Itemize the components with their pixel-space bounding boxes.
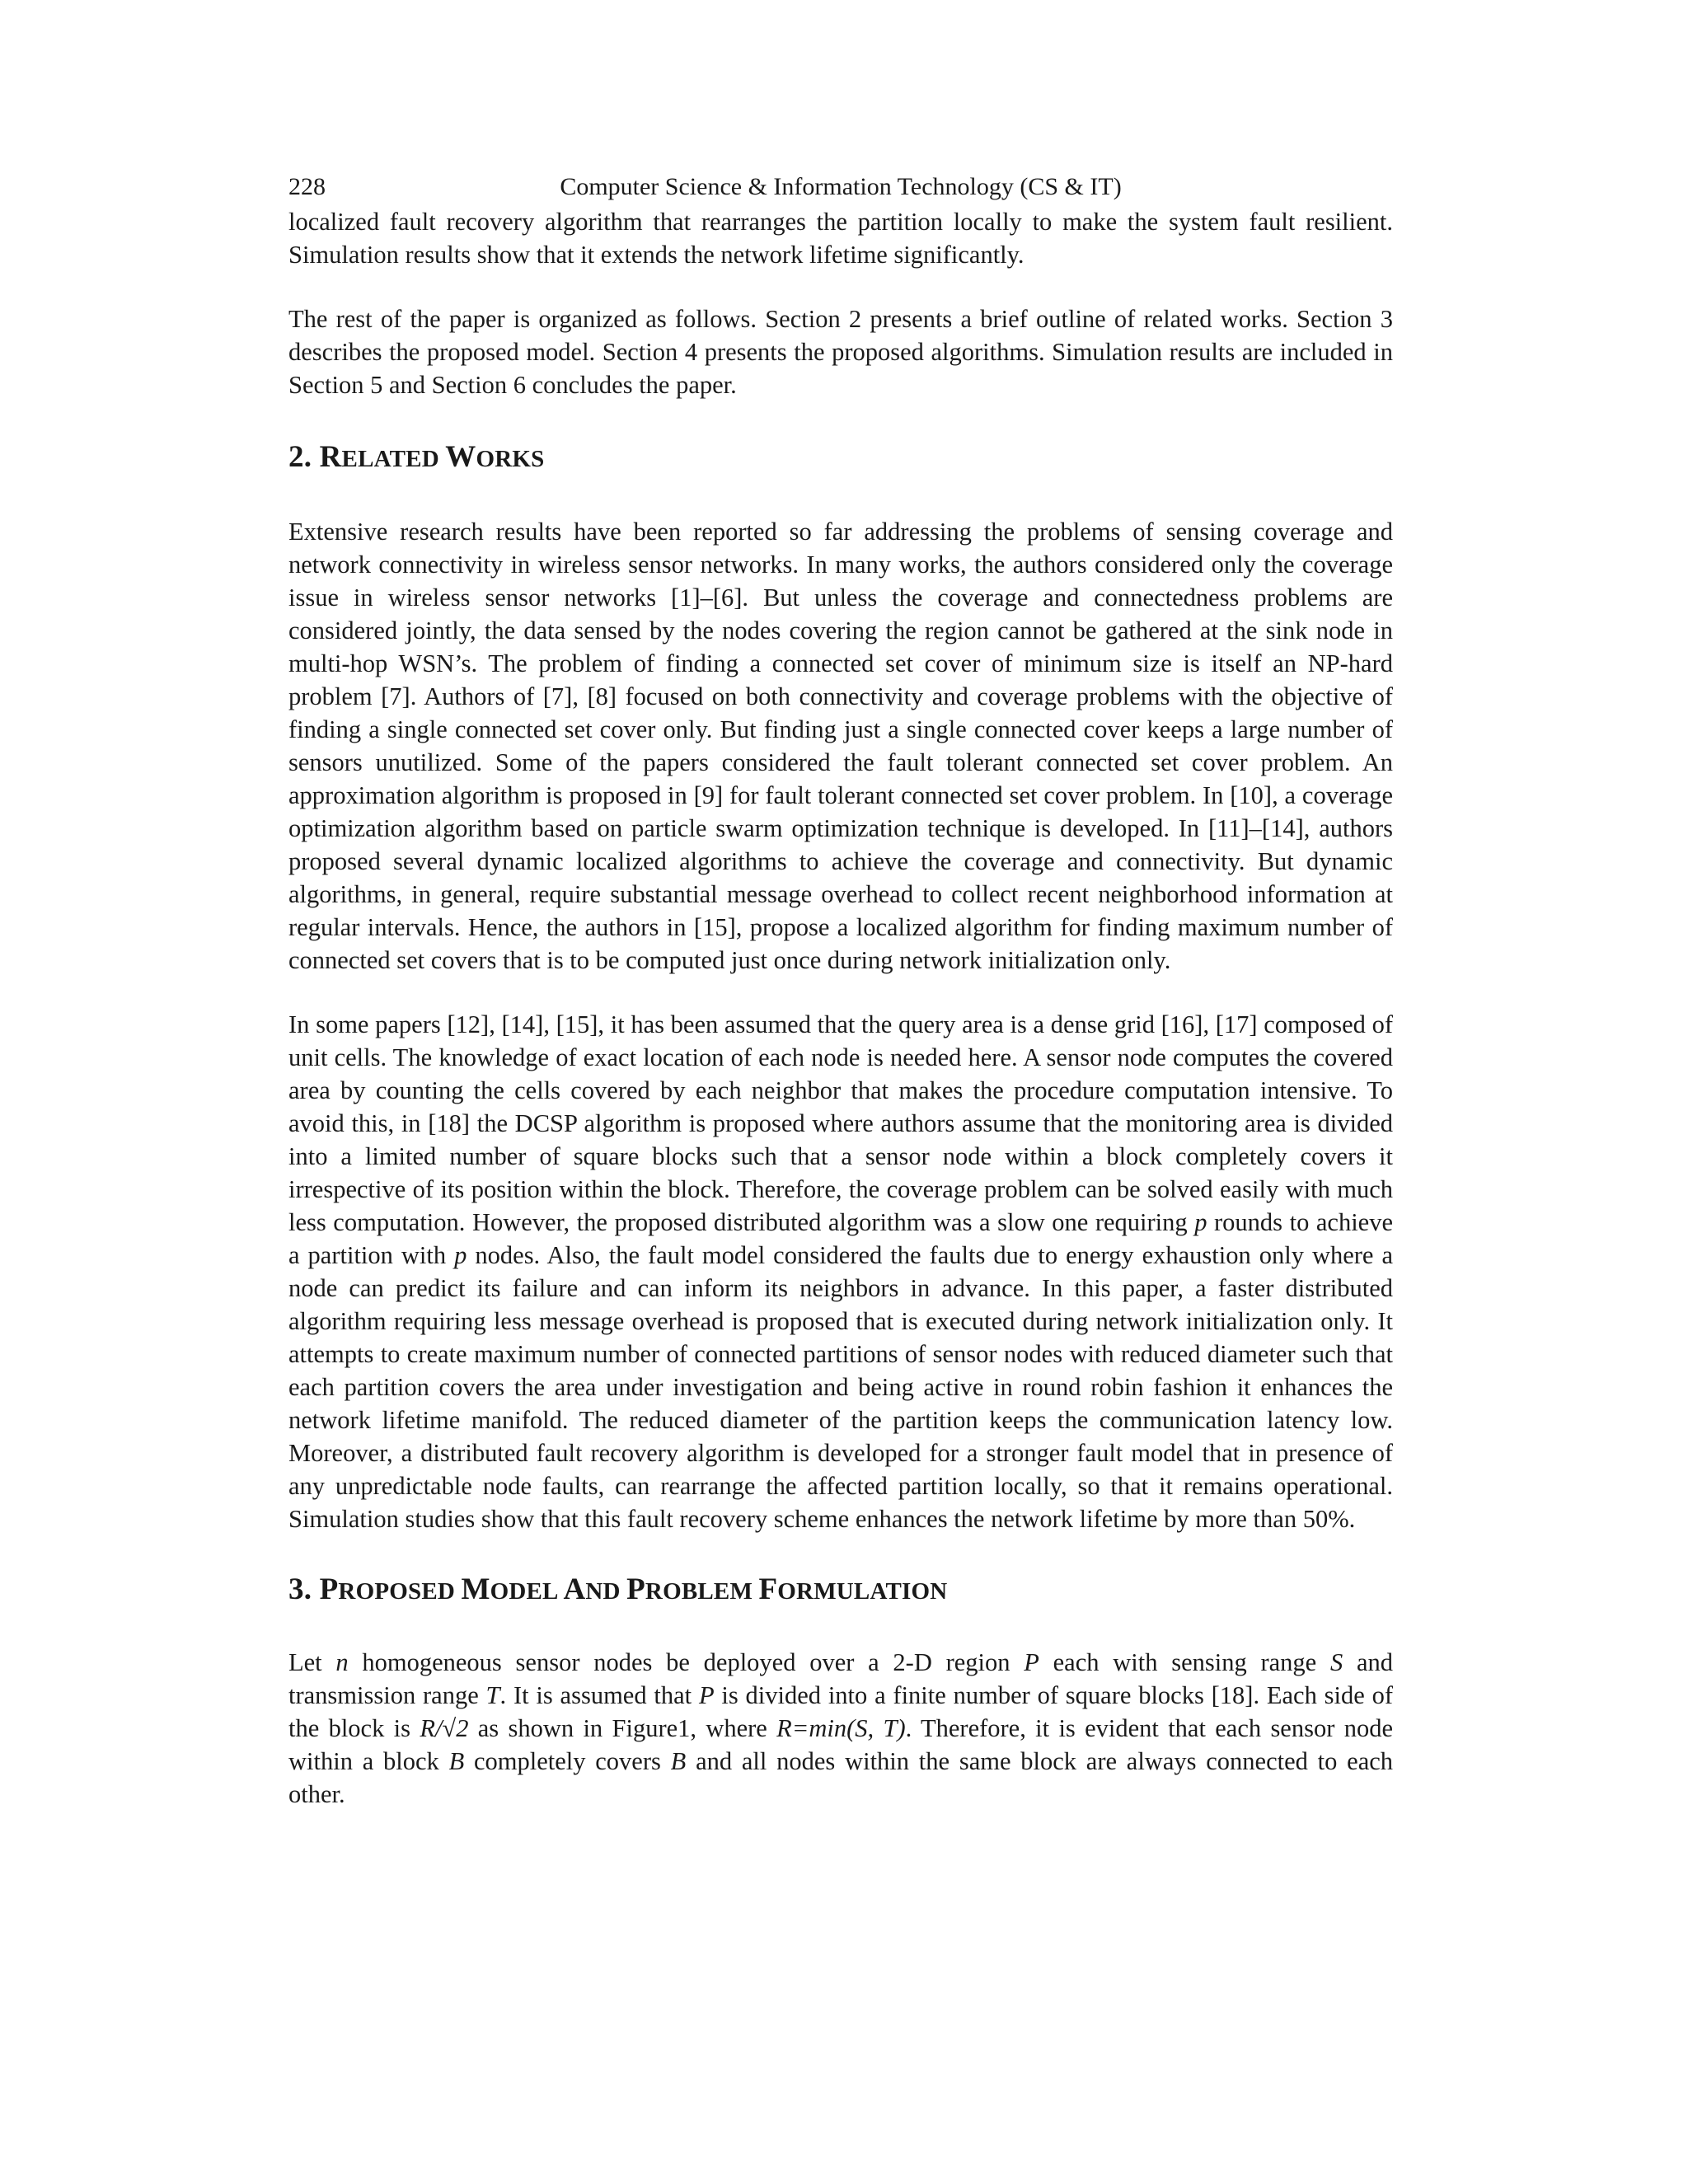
heading-smallcaps: ORKS [476, 446, 545, 472]
math-variable-P: P [698, 1681, 715, 1709]
related-works-paragraph-1: Extensive research results have been reported so far addressing the problems of sensing coverage and network connectivity in wireless sensor networks. In many works, the authors considered only the coverage issue in wireless sensor networks [1]–[6]. But unless the coverage and connectedness problems are considered jointly, the data sensed by the nodes covering the region cannot be gathered at the sink node in multi-hop WSN’s. The problem of finding a connected set cover of minimum size is itself an NP-hard problem [7]. Authors of [7], [8] focused on both connectivity and coverage problems with the objective of finding a single connected set cover only. But finding just a single connected cover keeps a large number of sensors unutilized. Some of the papers considered the fault tolerant connected set cover problem. An approximation algorithm is proposed in [9] for fault tolerant connected set cover problem. In [10], a coverage optimization algorithm based on particle swarm optimization technique is developed. In [11]–[14], authors proposed several dynamic localized algorithms to achieve the coverage and connectivity. But dynamic algorithms, in general, require substantial message overhead to collect recent neighborhood information at regular intervals. Hence, the authors in [15], propose a localized algorithm for finding maximum number of connected set covers that is to be computed just once during network initialization only. [288, 518, 1393, 974]
text-run: as shown in Figure1, where [468, 1714, 777, 1742]
heading-cap: W [445, 440, 476, 474]
text-run: In some papers [12], [14], [15], it has been assumed that the query area is a dense grid [16], [17] composed of unit cells. The knowledge of exact location of each node is needed here. A sensor node computes the covered area by counting the cells covered by each neighbor that makes the procedure computation intensive. To avoid this, in [18] the DCSP algorithm is proposed where authors assume that the monitoring area is divided into a limited number of square blocks such that a sensor node within a block completely covers it irrespective of its position within the block. Therefore, the coverage problem can be solved easily with much less computation. However, the proposed distributed algorithm was a slow one requiring [288, 1010, 1393, 1236]
math-variable-n: n [335, 1648, 349, 1676]
page-number: 228 [288, 173, 326, 200]
heading-smallcaps: ELATED [341, 446, 446, 472]
math-expression-side: R/√2 [420, 1714, 469, 1742]
heading-cap: M [461, 1572, 490, 1606]
intro-paragraph-outline: The rest of the paper is organized as follows. Section 2 presents a brief outline of related works. Section 3 describes the proposed model. Section 4 presents the proposed algorithms. Simulation results are included in Section 5 and Section 6 concludes the paper. [288, 305, 1393, 399]
heading-smallcaps: ND [585, 1578, 627, 1605]
text-run: homogeneous sensor nodes be deployed over a 2-D region [348, 1648, 1025, 1676]
section-2-number: 2. [288, 440, 320, 474]
related-works-paragraph-2 [288, 1008, 1393, 1535]
math-variable-B: B [448, 1747, 465, 1775]
heading-smallcaps: ROPOSED [338, 1578, 462, 1605]
heading-cap: F [758, 1572, 778, 1606]
math-variable-T: T [485, 1681, 500, 1709]
paper-page [288, 169, 1393, 1811]
text-run: and transmission range [288, 1648, 1393, 1709]
heading-smallcaps: ODEL [490, 1578, 564, 1605]
text-run: completely covers [464, 1747, 671, 1775]
text-run: rounds to achieve a partition with [288, 1208, 1393, 1269]
math-variable-p: p [454, 1241, 467, 1269]
heading-smallcaps: ORMULATION [777, 1578, 948, 1605]
math-variable-S: S [1329, 1648, 1343, 1676]
running-header [288, 169, 1393, 205]
text-run: and all nodes within the same block are always connected to each other. [288, 1747, 1394, 1808]
section-2-heading [288, 438, 1393, 479]
proposed-model-paragraph-1 [288, 1646, 1393, 1811]
math-variable-P: P [1024, 1648, 1039, 1676]
section-3-heading [288, 1570, 1393, 1611]
intro-paragraph-continued: localized fault recovery algorithm that rearranges the partition locally to make the system fault resilient. Simulation results show that it extends the network lifetime significantly. [288, 208, 1393, 269]
text-run: Let [288, 1648, 336, 1676]
heading-cap: P [626, 1572, 645, 1606]
math-expression-R: R=min(S, T) [776, 1714, 906, 1742]
heading-smallcaps: ROBLEM [645, 1578, 759, 1605]
text-run: . It is assumed that [499, 1681, 699, 1709]
heading-cap: P [319, 1572, 339, 1606]
heading-cap: R [319, 440, 342, 474]
text-run: . Therefore, it is evident that each sensor node within a block [288, 1714, 1393, 1775]
math-variable-p: p [1194, 1208, 1207, 1236]
section-3-number: 3. [288, 1572, 320, 1606]
math-variable-B: B [670, 1747, 687, 1775]
heading-cap: A [563, 1572, 586, 1606]
journal-title: Computer Science & Information Technology (CS & IT) [560, 173, 1122, 200]
text-run: nodes. Also, the fault model considered the faults due to energy exhaustion only where a node can predict its failure and can inform its neighbors in advance. In this paper, a faster distributed algorithm requiring less message overhead is proposed that is executed during network initialization only. It attempts to create maximum number of connected partitions of sensor nodes with reduced diameter such that each partition covers the area under investigation and being active in round robin fashion it enhances the network lifetime manifold. The reduced diameter of the partition keeps the communication latency low. Moreover, a distributed fault recovery algorithm is developed for a stronger fault model that in presence of any unpredictable node faults, can rearrange the affected partition locally, so that it remains operational. Simulation studies show that this fault recovery scheme enhances the network lifetime by more than 50%. [288, 1241, 1394, 1533]
text-run: is divided into a finite number of square blocks [18]. Each side of the block is [288, 1681, 1393, 1742]
text-run: each with sensing range [1039, 1648, 1330, 1676]
